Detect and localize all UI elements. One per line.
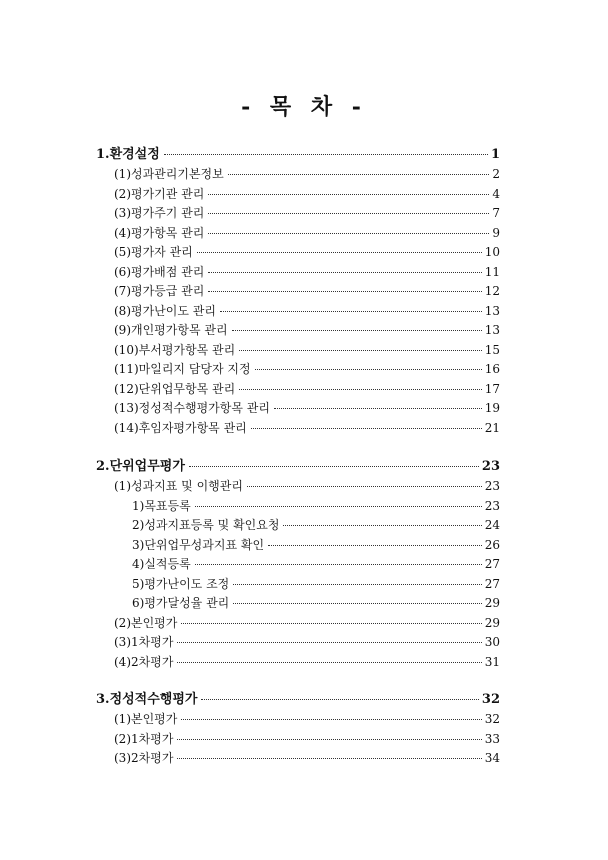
toc-subentry[interactable] <box>96 536 500 556</box>
toc-entry-page: 27 <box>484 557 500 571</box>
toc-entry[interactable] <box>96 730 500 750</box>
toc-entry-page: 13 <box>484 323 500 337</box>
toc-entry-label: 2)성과지표등록 및 확인요청 <box>132 518 280 532</box>
toc-entry-label: (13)정성적수행평가항목 관리 <box>114 401 270 415</box>
toc-entry-label: 3.정성적수행평가 <box>96 692 198 707</box>
dot-leader <box>208 272 481 273</box>
toc-entry[interactable] <box>96 749 500 769</box>
toc-entry-page: 21 <box>484 420 500 435</box>
toc-entry[interactable] <box>96 710 500 730</box>
toc-entry[interactable] <box>96 302 500 322</box>
dot-leader <box>239 350 482 351</box>
dot-leader <box>177 642 481 643</box>
toc-entry-page: 23 <box>484 498 500 513</box>
toc-entry[interactable] <box>96 224 500 244</box>
toc-entry-page: 19 <box>484 401 500 415</box>
dot-leader <box>201 699 478 700</box>
toc-entry-page: 17 <box>484 381 500 396</box>
toc-heading[interactable] <box>96 143 500 165</box>
toc-entry-page: 29 <box>484 615 500 630</box>
toc-entry-page: 32 <box>484 712 500 726</box>
toc-entry-label: (8)평가난이도 관리 <box>114 303 216 318</box>
toc-entry-page: 31 <box>484 654 500 669</box>
toc-entry[interactable] <box>96 477 500 497</box>
toc-entry-page: 7 <box>492 206 500 220</box>
dot-leader <box>189 466 479 467</box>
dot-leader <box>283 525 481 526</box>
toc-entry-page: 15 <box>484 342 500 357</box>
toc-entry-label: 3)단위업무성과지표 확인 <box>132 537 265 552</box>
toc-entry-label: (11)마일리지 담당자 지정 <box>114 362 251 376</box>
toc-title: - 목 차 - <box>241 94 367 120</box>
toc-entry-label: (9)개인평가항목 관리 <box>114 323 228 337</box>
toc-heading[interactable] <box>96 688 500 710</box>
toc-entry-label: (2)본인평가 <box>114 615 178 630</box>
toc-entry-page: 24 <box>484 518 500 532</box>
toc-entry[interactable] <box>96 321 500 341</box>
toc-entry-page: 26 <box>484 537 500 552</box>
toc-entry-label: (10)부서평가항목 관리 <box>114 342 236 357</box>
dot-leader <box>268 545 482 546</box>
toc-entry-label: (12)단위업무항목 관리 <box>114 381 236 396</box>
toc-entry-label: (2)1차평가 <box>114 731 174 746</box>
dot-leader <box>232 330 482 331</box>
dot-leader <box>274 408 482 409</box>
toc-entry-page: 11 <box>484 264 500 279</box>
toc-entry-page: 23 <box>484 479 500 493</box>
toc-entry-label: (3)1차평가 <box>114 635 174 649</box>
toc-entry-label: (6)평가배점 관리 <box>114 264 205 279</box>
toc-entry-label: (1)성과지표 및 이행관리 <box>114 479 243 493</box>
toc-entry-page: 12 <box>484 284 500 298</box>
toc-entry[interactable] <box>96 633 500 653</box>
toc-entry[interactable] <box>96 399 500 419</box>
toc-entry-label: (1)성과관리기본정보 <box>114 167 224 181</box>
dot-leader <box>239 389 482 390</box>
toc-entry-page: 2 <box>492 167 500 181</box>
toc-subentry[interactable] <box>96 516 500 536</box>
toc-section-1 <box>96 143 500 438</box>
toc-subentry[interactable] <box>96 594 500 614</box>
toc-entry-page: 30 <box>484 635 500 649</box>
toc-entry-label: (3)평가주기 관리 <box>114 206 205 220</box>
toc-entry-label: (3)2차평가 <box>114 751 174 765</box>
toc-entry[interactable] <box>96 185 500 205</box>
dot-leader <box>181 623 481 624</box>
toc-entry[interactable] <box>96 341 500 361</box>
dot-leader <box>247 486 482 487</box>
toc-entry-label: (4)평가항목 관리 <box>114 225 205 240</box>
dot-leader <box>208 233 489 234</box>
dot-leader <box>177 662 481 663</box>
toc-entry[interactable] <box>96 360 500 380</box>
dot-leader <box>195 506 482 507</box>
dot-leader <box>255 369 482 370</box>
dot-leader <box>208 291 481 292</box>
dot-leader <box>228 174 490 175</box>
toc-entry-page: 9 <box>492 225 500 240</box>
dot-leader <box>208 213 489 214</box>
toc-entry[interactable] <box>96 380 500 400</box>
toc-entry-page: 33 <box>484 731 500 746</box>
toc-entry-page: 32 <box>481 692 500 707</box>
toc-section-2 <box>96 455 500 672</box>
toc-entry-label: (2)평가기관 관리 <box>114 186 205 201</box>
dot-leader <box>177 758 481 759</box>
toc-entry-page: 10 <box>484 245 500 259</box>
toc-subentry[interactable] <box>96 555 500 575</box>
dot-leader <box>197 252 482 253</box>
toc-entry[interactable] <box>96 263 500 283</box>
toc-entry-label: 4)실적등록 <box>132 557 191 571</box>
toc-entry-label: (1)본인평가 <box>114 712 178 726</box>
toc-entry-label: (14)후임자평가항목 관리 <box>114 420 247 435</box>
toc-entry-label: (5)평가자 관리 <box>114 245 193 259</box>
dot-leader <box>233 603 481 604</box>
toc-entry-label: 1.환경설정 <box>96 147 160 162</box>
dot-leader <box>195 564 482 565</box>
toc-entry-label: (7)평가등급 관리 <box>114 284 205 298</box>
dot-leader <box>164 154 488 155</box>
toc-entry-label: (4)2차평가 <box>114 654 174 669</box>
toc-entry[interactable] <box>96 204 500 224</box>
dot-leader <box>233 584 481 585</box>
toc-entry-label: 6)평가달성율 관리 <box>132 596 230 610</box>
toc-entry[interactable] <box>96 165 500 185</box>
dot-leader <box>220 311 482 312</box>
toc-entry[interactable] <box>96 282 500 302</box>
toc-entry[interactable] <box>96 243 500 263</box>
toc-entry-page: 29 <box>484 596 500 610</box>
toc-entry-page: 13 <box>484 303 500 318</box>
toc-entry-page: 16 <box>484 362 500 376</box>
dot-leader <box>208 194 489 195</box>
toc-entry[interactable] <box>96 653 500 673</box>
toc-entry-page: 34 <box>484 751 500 765</box>
toc-entry-page: 23 <box>481 459 500 474</box>
toc-entry[interactable] <box>96 614 500 634</box>
dot-leader <box>181 719 481 720</box>
toc-entry-page: 1 <box>490 147 500 162</box>
toc-entry-page: 27 <box>484 576 500 591</box>
toc-entry-label: 5)평가난이도 조정 <box>132 576 230 591</box>
toc-entry-label: 2.단위업무평가 <box>96 459 185 474</box>
toc-entry-label: 1)목표등록 <box>132 498 191 513</box>
toc-section-3 <box>96 688 500 769</box>
dot-leader <box>177 739 481 740</box>
toc-entry-page: 4 <box>492 186 500 201</box>
toc-subentry[interactable] <box>96 497 500 517</box>
toc-entry[interactable] <box>96 419 500 439</box>
toc-heading[interactable] <box>96 455 500 477</box>
toc-subentry[interactable] <box>96 575 500 595</box>
dot-leader <box>251 428 482 429</box>
